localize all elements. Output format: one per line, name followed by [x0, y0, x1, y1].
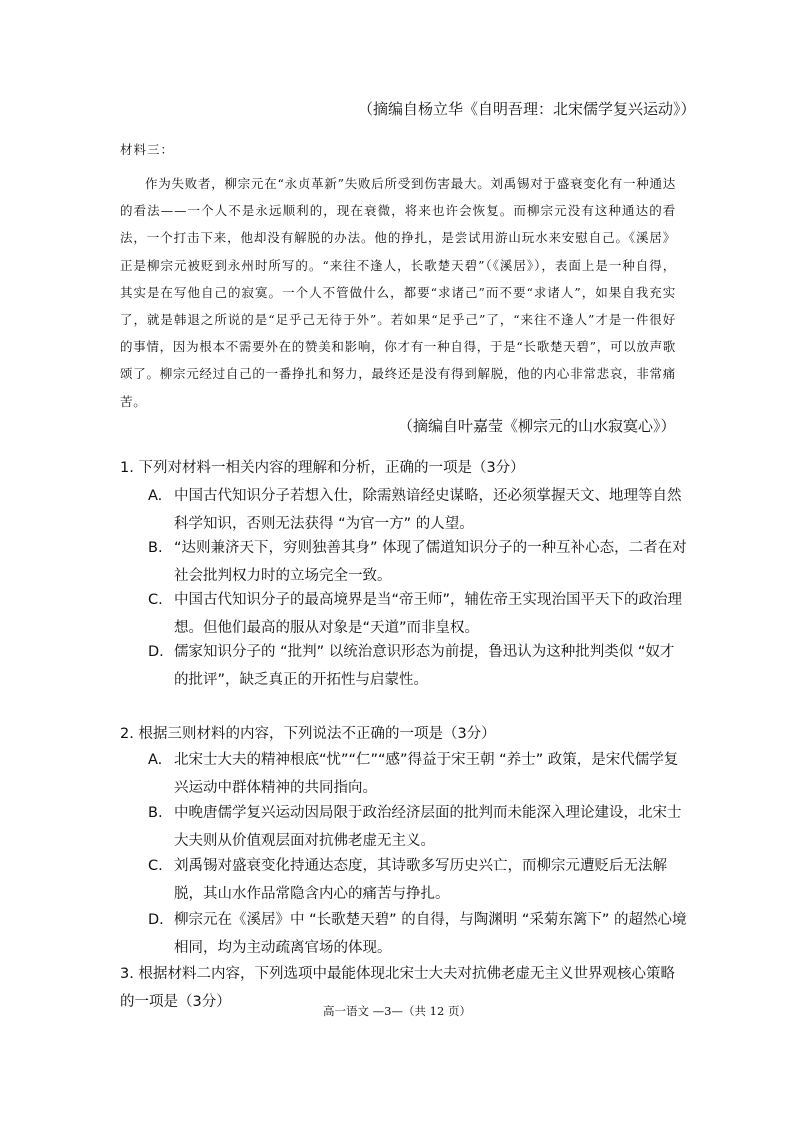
- source-citation-material3: （摘编自叶嘉莹《柳宗元的山水寂寞心》）: [398, 417, 676, 435]
- question-1-option-d: [148, 638, 688, 694]
- question-1-option-b: [148, 534, 688, 590]
- material-label: 材料三：: [120, 142, 175, 157]
- option-letter: C.: [148, 592, 163, 608]
- option-text: 中国古代知识分子的最高境界是当“帝王师”，辅佐帝王实现治国平天下的政治理想。但他们最高的服从对象是“天道”而非皇权。: [174, 592, 683, 636]
- option-text: “达则兼济天下，穷则独善其身” 体现了儒道知识分子的一种互补心态，二者在对社会批判权力时的立场完全一致。: [174, 540, 687, 584]
- option-text: 柳宗元在《溪居》中 “长歌楚天碧” 的自得，与陶渊明 “采菊东篱下” 的超然心境相同，均为主动疏离官场的体现。: [174, 912, 687, 956]
- question-2-option-c: [148, 852, 688, 908]
- option-letter: B.: [148, 540, 163, 556]
- option-letter: D.: [148, 912, 164, 928]
- option-text: 中国古代知识分子若想入仕，除需熟谙经史谋略，还必须掌握天文、地理等自然科学知识，否则无法获得 “为官一方” 的人望。: [174, 488, 682, 532]
- option-text: 刘禹锡对盛衰变化持通达态度，其诗歌多写历史兴亡，而柳宗元遭贬后无法解脱，其山水作品常隐含内心的痛苦与挣扎。: [174, 858, 667, 902]
- question-1-option-c: [148, 586, 688, 642]
- question-1-option-a: [148, 482, 688, 538]
- material-passage: [120, 170, 676, 415]
- question-2-option-a: [148, 746, 688, 802]
- option-letter: B.: [148, 805, 163, 821]
- option-letter: A.: [148, 752, 163, 768]
- page-footer: 高一语文 —3—（共 12 页）: [323, 1004, 471, 1018]
- question-2-option-b: [148, 799, 688, 855]
- option-text: 儒家知识分子的 “批判” 以统治意识形态为前提，鲁迅认为这种批判类似 “奴才的批评”，缺乏真正的开拓性与启蒙性。: [174, 644, 675, 688]
- option-letter: A.: [148, 488, 163, 504]
- option-letter: D.: [148, 644, 164, 660]
- option-letter: C.: [148, 858, 163, 874]
- question-2-option-d: [148, 906, 688, 962]
- source-citation-top: （摘编自杨立华《自明吾理：北宋儒学复兴运动》）: [358, 100, 696, 118]
- option-text: 北宋士大夫的精神根底“忧”“仁”“感”得益于宋王朝 “养士” 政策，是宋代儒学复兴运动中群体精神的共同指向。: [174, 752, 679, 796]
- question-1-stem: 1. 下列对材料一相关内容的理解和分析，正确的一项是（3分）: [120, 460, 525, 476]
- option-text: 中晚唐儒学复兴运动因局限于政治经济层面的批判而未能深入理论建设，北宋士大夫则从价值观层面对抗佛老虚无主义。: [174, 805, 682, 849]
- question-2-stem: 2. 根据三则材料的内容，下列说法不正确的一项是（3分）: [120, 726, 496, 742]
- passage-paragraph: 作为失败者，柳宗元在“永贞革新”失败后所受到伤害最大。刘禹锡对于盛衰变化有一种通达的看法——一个人不是永远顺利的，现在衰微，将来也许会恢复。而柳宗元没有这种通达的看法，一个打击下来，他却没有解脱的办法。他的挣扎，是尝试用游山玩水来安慰自己。《溪居》正是柳宗元被贬到永州时所写的。“来往不逢人，长歌楚天碧”（《溪居》），表面上是一种自得，其实是在写他自己的寂寞。一个人不管做什么，都要“求诸己”而不要“求诸人”，如果自我充实了，就是韩退之所说的是“足乎己无待于外”。若如果“足乎己”了，“来往不逢人”才是一件很好的事情，因为根本不需要外在的赞美和影响，你才有一种自得，于是“长歌楚天碧”，可以放声歌颂了。柳宗元经过自己的一番挣扎和努力，最终还是没有得到解脱，他的内心非常悲哀，非常痛苦。: [120, 176, 676, 409]
- question-3-stem: 3. 根据材料二内容，下列选项中最能体现北宋士大夫对抗佛老虚无主义世界观核心策略的一项是（3分）: [120, 966, 675, 1010]
